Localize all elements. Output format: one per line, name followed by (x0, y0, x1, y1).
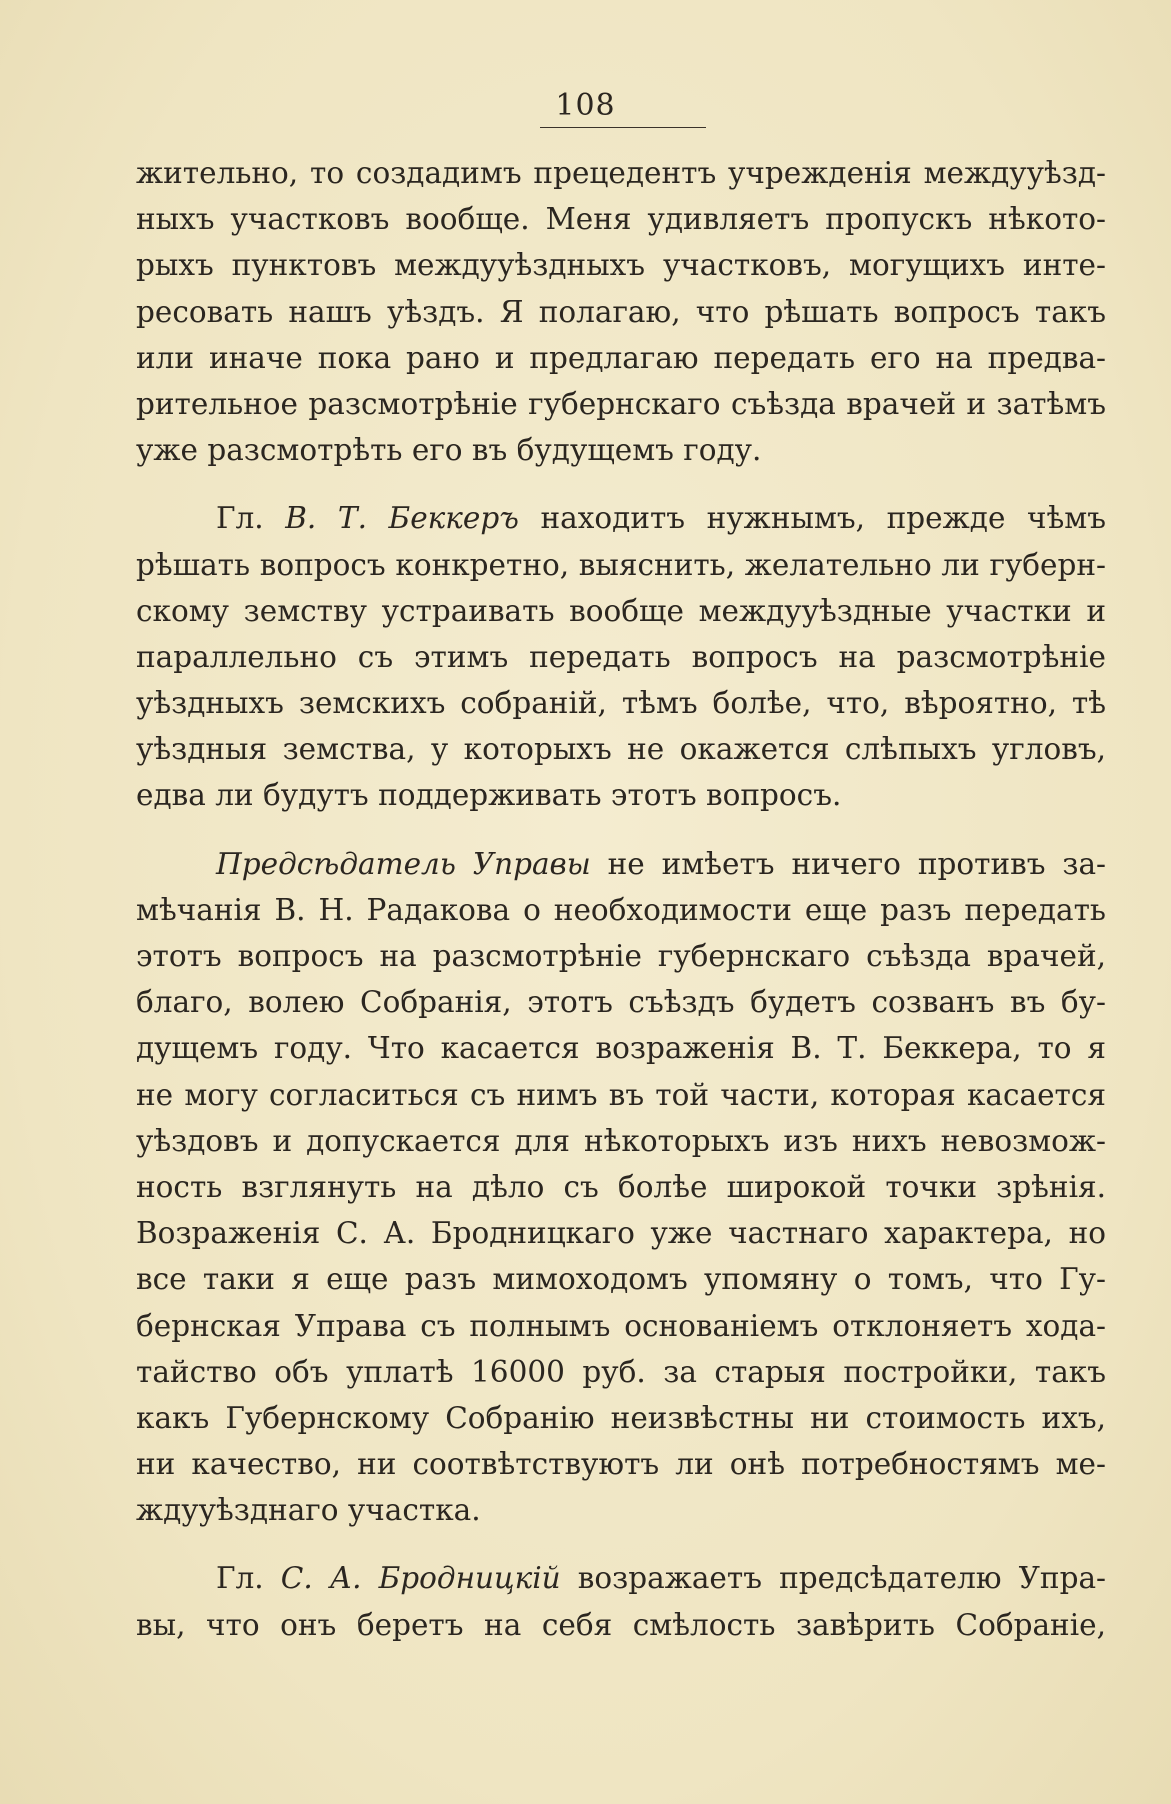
text-line: рыхъ пунктовъ междууѣздныхъ участковъ, могущихъ инте- (136, 248, 1106, 283)
text-line (136, 1555, 1106, 1601)
text-line: дущемъ году. Что касается возраженія В. Т. Беккера, то я (136, 1031, 1106, 1066)
text-line: Возраженія С. А. Бродницкаго уже частнаго характера, но (136, 1216, 1106, 1251)
text-line: уѣздовъ и допускается для нѣкоторыхъ изъ нихъ невозмож- (136, 1123, 1106, 1158)
speaker-prefix: Гл. (216, 1561, 281, 1596)
text-line: едва ли будутъ поддерживать этотъ вопросъ. (136, 778, 842, 813)
line-text: находитъ нужнымъ, прежде чѣмъ (518, 501, 1106, 536)
page-number: 108 (555, 88, 616, 123)
text-line: рительное разсмотрѣніе губернскаго съѣзда врачей и затѣмъ (136, 386, 1106, 421)
text-line: уѣздныя земства, у которыхъ не окажется слѣпыхъ угловъ, (136, 732, 1106, 767)
text-line: ждууѣзднаго участка. (136, 1493, 481, 1528)
text-line: ныхъ участковъ вообще. Меня удивляетъ пропускъ нѣкото- (136, 202, 1106, 237)
text-line: скому земству устраивать вообще междууѣздные участки и (136, 593, 1106, 628)
text-line: благо, волею Собранія, этотъ съѣздъ будетъ созванъ въ бу- (136, 985, 1106, 1020)
text-line: мѣчанія В. Н. Радакова о необходимости еще разъ передать (136, 892, 1106, 927)
paragraph (136, 1555, 1106, 1647)
body-text (136, 150, 1106, 1670)
speaker-name: В. Т. Беккеръ (285, 501, 519, 536)
text-line (136, 495, 1106, 541)
text-line: или иначе пока рано и предлагаю передать его на предва- (136, 340, 1106, 375)
line-text: не имѣетъ ничего противъ за- (590, 846, 1106, 881)
speaker-prefix: Гл. (216, 501, 286, 536)
paragraph (136, 841, 1106, 1534)
text-line: бернская Управа съ полнымъ основаніемъ отклоняетъ хода- (136, 1308, 1106, 1343)
text-line: уѣздныхъ земскихъ собраній, тѣмъ болѣе, что, вѣроятно, тѣ (136, 686, 1106, 721)
text-line: вы, что онъ беретъ на себя смѣлость завѣрить Собраніе, (136, 1607, 1106, 1642)
text-line: этотъ вопросъ на разсмотрѣніе губернскаго съѣзда врачей, (136, 939, 1106, 973)
text-line: все таки я еще разъ мимоходомъ упомяну о томъ, что Гу- (136, 1262, 1106, 1297)
text-line: рѣшать вопросъ конкретно, выяснить, желательно ли губерн- (136, 547, 1106, 582)
text-line (136, 841, 1106, 887)
text-line: какъ Губернскому Собранію неизвѣстны ни стоимость ихъ, (136, 1400, 1106, 1435)
line-text: возражаетъ предсѣдателю Упра- (560, 1561, 1106, 1596)
speaker-name: Предсѣдатель Управы (216, 846, 591, 881)
header-rule (540, 127, 706, 128)
text-line: ресовать нашъ уѣздъ. Я полагаю, что рѣшать вопросъ такъ (136, 294, 1106, 329)
text-line: параллельно съ этимъ передать вопросъ на разсмотрѣніе (136, 639, 1106, 674)
paragraph (136, 150, 1106, 473)
text-line: уже разсмотрѣть его въ будущемъ году. (136, 433, 762, 468)
text-line: жительно, то создадимъ прецедентъ учрежденія междууѣзд- (136, 156, 1106, 190)
text-line: ность взглянуть на дѣло съ болѣе широкой точки зрѣнія. (136, 1169, 1106, 1204)
text-line: ни качество, ни соотвѣтствуютъ ли онѣ потребностямъ ме- (136, 1447, 1106, 1482)
speaker-name: С. А. Бродницкій (280, 1561, 561, 1596)
paragraph (136, 495, 1106, 818)
text-line: тайство объ уплатѣ 16000 руб. за старыя постройки, такъ (136, 1354, 1106, 1389)
text-line: не могу согласиться съ нимъ въ той части, которая касается (136, 1077, 1106, 1112)
